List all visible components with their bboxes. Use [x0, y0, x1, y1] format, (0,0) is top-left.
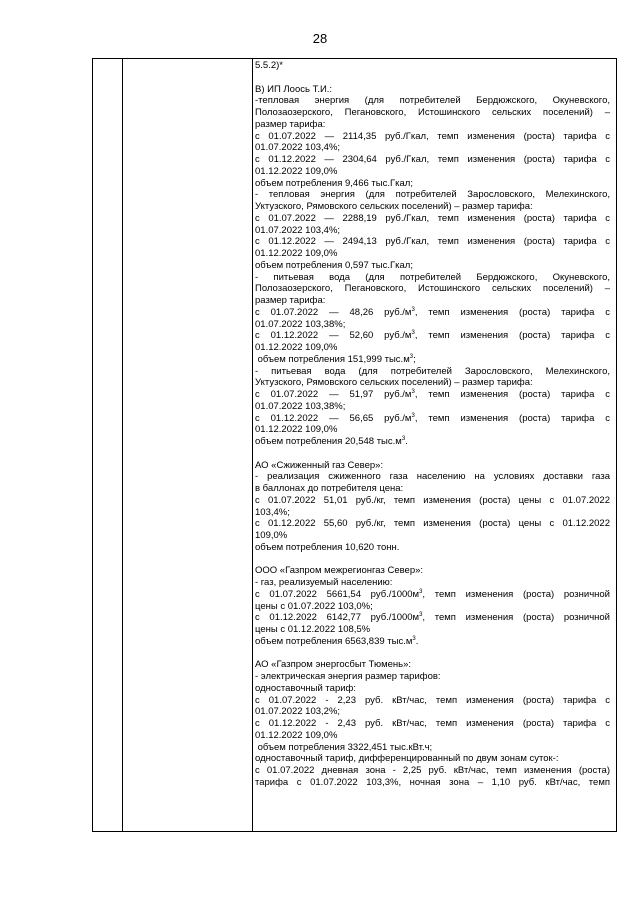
paragraph-gap	[255, 648, 610, 660]
text-line: Полозаозерского, Пегановского, Истошинского сельских поселений) –	[255, 107, 610, 118]
text-line: с 01.07.2022 дневная зона - 2,25 руб. кВт/час, темп изменения (роста)	[255, 765, 610, 776]
text-line: с 01.07.2022 — 48,26 $руб./м^3$, темп изменения (роста) тарифа с	[255, 306, 610, 318]
page-number: 28	[312, 31, 328, 46]
text-line: цены с 01.07.2022 103,0%;	[255, 600, 373, 612]
text-line: - газ, реализуемый населению:	[255, 577, 393, 588]
text-line: 01.12.2022 109,0%	[255, 342, 338, 353]
text-line: 109,0%	[255, 530, 288, 541]
text-line: одноставочный тариф:	[255, 682, 356, 694]
text-line: с 01.07.2022 - 2,23 руб. кВт/час, темп изменения (роста) тарифа с	[255, 694, 610, 706]
text-line: объем потребления 6563,839 $тыс.м^3$.	[255, 635, 419, 647]
column-divider-2	[252, 59, 253, 831]
text-line: с 01.12.2022 — 2494,13 руб./Гкал, темп изменения (роста) тарифа с	[255, 236, 610, 248]
text-line: с 01.12.2022 — 2304,64 руб./Гкал, темп изменения (роста) тарифа с	[255, 154, 610, 165]
paragraph-gap	[255, 448, 610, 460]
text-line: - питьевая вода (для потребителей Бердюжского, Окуневского,	[255, 271, 610, 283]
paragraph-gap	[255, 554, 610, 566]
text-line: объем потребления 9,466 тыс.Гкал;	[255, 177, 413, 189]
text-line: 01.07.2022 103,2%;	[255, 706, 341, 718]
text-line: - тепловая энергия (для потребителей Зарословского, Мелехинского,	[255, 189, 610, 201]
text-line: цены с 01.12.2022 108,5%	[255, 624, 371, 635]
text-line: с 01.07.2022 51,01 руб./кг, темп изменения (роста) цены с 01.07.2022	[255, 494, 610, 506]
text-line: с 01.12.2022 — 56,65 $руб./м^3$, темп изменения (роста) тарифа с	[255, 412, 610, 424]
text-block	[255, 565, 610, 647]
text-line: 01.12.2022 109,0%	[255, 248, 338, 259]
text-line: - питьевая вода (для потребителей Зарословского, Мелехинского,	[255, 365, 610, 377]
text-line: тарифа с 01.07.2022 103,3%, ночная зона – 1,10 руб. кВт/час, темп	[255, 776, 610, 788]
text-line: с 01.12.2022 - 2,43 руб. кВт/час, темп изменения (роста) тарифа с	[255, 718, 610, 729]
column-divider-1	[122, 59, 123, 831]
text-line: с 01.12.2022 6142,77 $руб./1000м^3$, темп изменения (роста) розничной	[255, 612, 610, 624]
text-line: 01.07.2022 103,4%;	[255, 142, 341, 154]
text-block	[255, 84, 610, 448]
text-line: Полозаозерского, Пегановского, Истошинского сельских поселений) –	[255, 283, 610, 295]
text-line: - электрическая энергия размер тарифов:	[255, 671, 441, 682]
text-line: - реализация сжиженного газа населению на условиях доставки газа	[255, 471, 610, 483]
text-line: 01.12.2022 109,0%	[255, 729, 338, 741]
text-line: в баллонах до потребителя цена:	[255, 483, 404, 494]
text-line: В) ИП Лоось Т.И.:	[255, 83, 333, 95]
paragraph-gap	[255, 72, 610, 84]
text-line: 01.12.2022 109,0%	[255, 424, 338, 436]
text-line: 01.07.2022 103,38%;	[255, 318, 346, 330]
text-line: 01.12.2022 109,0%	[255, 165, 338, 177]
text-line: АО «Газпром энергосбыт Тюмень»:	[255, 659, 412, 671]
text-block	[255, 60, 610, 72]
table-cell-content	[255, 60, 610, 789]
text-line: размер тарифа:	[255, 118, 326, 130]
text-line: ООО «Газпром межрегионгаз Север»:	[255, 565, 424, 577]
text-line: размер тарифа:	[255, 295, 326, 306]
text-line: 01.07.2022 103,38%;	[255, 400, 346, 412]
text-line: объем потребления 0,597 тыс.Гкал;	[255, 259, 413, 271]
text-block	[255, 460, 610, 554]
text-line: с 01.12.2022 55,60 руб./кг, темп изменения (роста) цены с 01.12.2022	[255, 518, 610, 530]
text-line: с 01.12.2022 — 52,60 $руб./м^3$, темп изменения (роста) тарифа с	[255, 330, 610, 342]
text-line: 103,4%;	[255, 506, 290, 518]
text-line: объем потребления 3322,451 тыс.кВт.ч;	[255, 741, 433, 753]
text-line: с 01.07.2022 — 2288,19 руб./Гкал, темп изменения (роста) тарифа с	[255, 212, 610, 224]
text-line: с 01.07.2022 — 51,97 $руб./м^3$, темп изменения (роста) тарифа с	[255, 389, 610, 400]
text-line: одноставочный тариф, дифференцированный по двум зонам суток-:	[255, 753, 559, 765]
text-line: объем потребления 151,999 $тыс.м^3$;	[255, 353, 416, 365]
text-line: -тепловая энергия (для потребителей Бердюжского, Окуневского,	[255, 95, 610, 107]
text-line: объем потребления 10,620 тонн.	[255, 541, 400, 553]
text-line: с 01.07.2022 — 2114,35 руб./Гкал, темп изменения (роста) тарифа с	[255, 130, 610, 142]
text-line: 5.5.2)*	[255, 60, 283, 71]
text-block	[255, 659, 610, 788]
text-line: Уктузского, Рямовского сельских поселений) – размер тарифа:	[255, 377, 533, 389]
text-line: с 01.07.2022 5661,54 $руб./1000м^3$, темп изменения (роста) розничной	[255, 588, 610, 600]
text-line: АО «Сжиженный газ Север»:	[255, 459, 384, 471]
text-line: Уктузского, Рямовского сельских поселений) – размер тарифа:	[255, 201, 533, 212]
text-line: 01.07.2022 103,4%;	[255, 224, 341, 236]
text-line: объем потребления 20,548 $тыс.м^3$.	[255, 436, 408, 447]
